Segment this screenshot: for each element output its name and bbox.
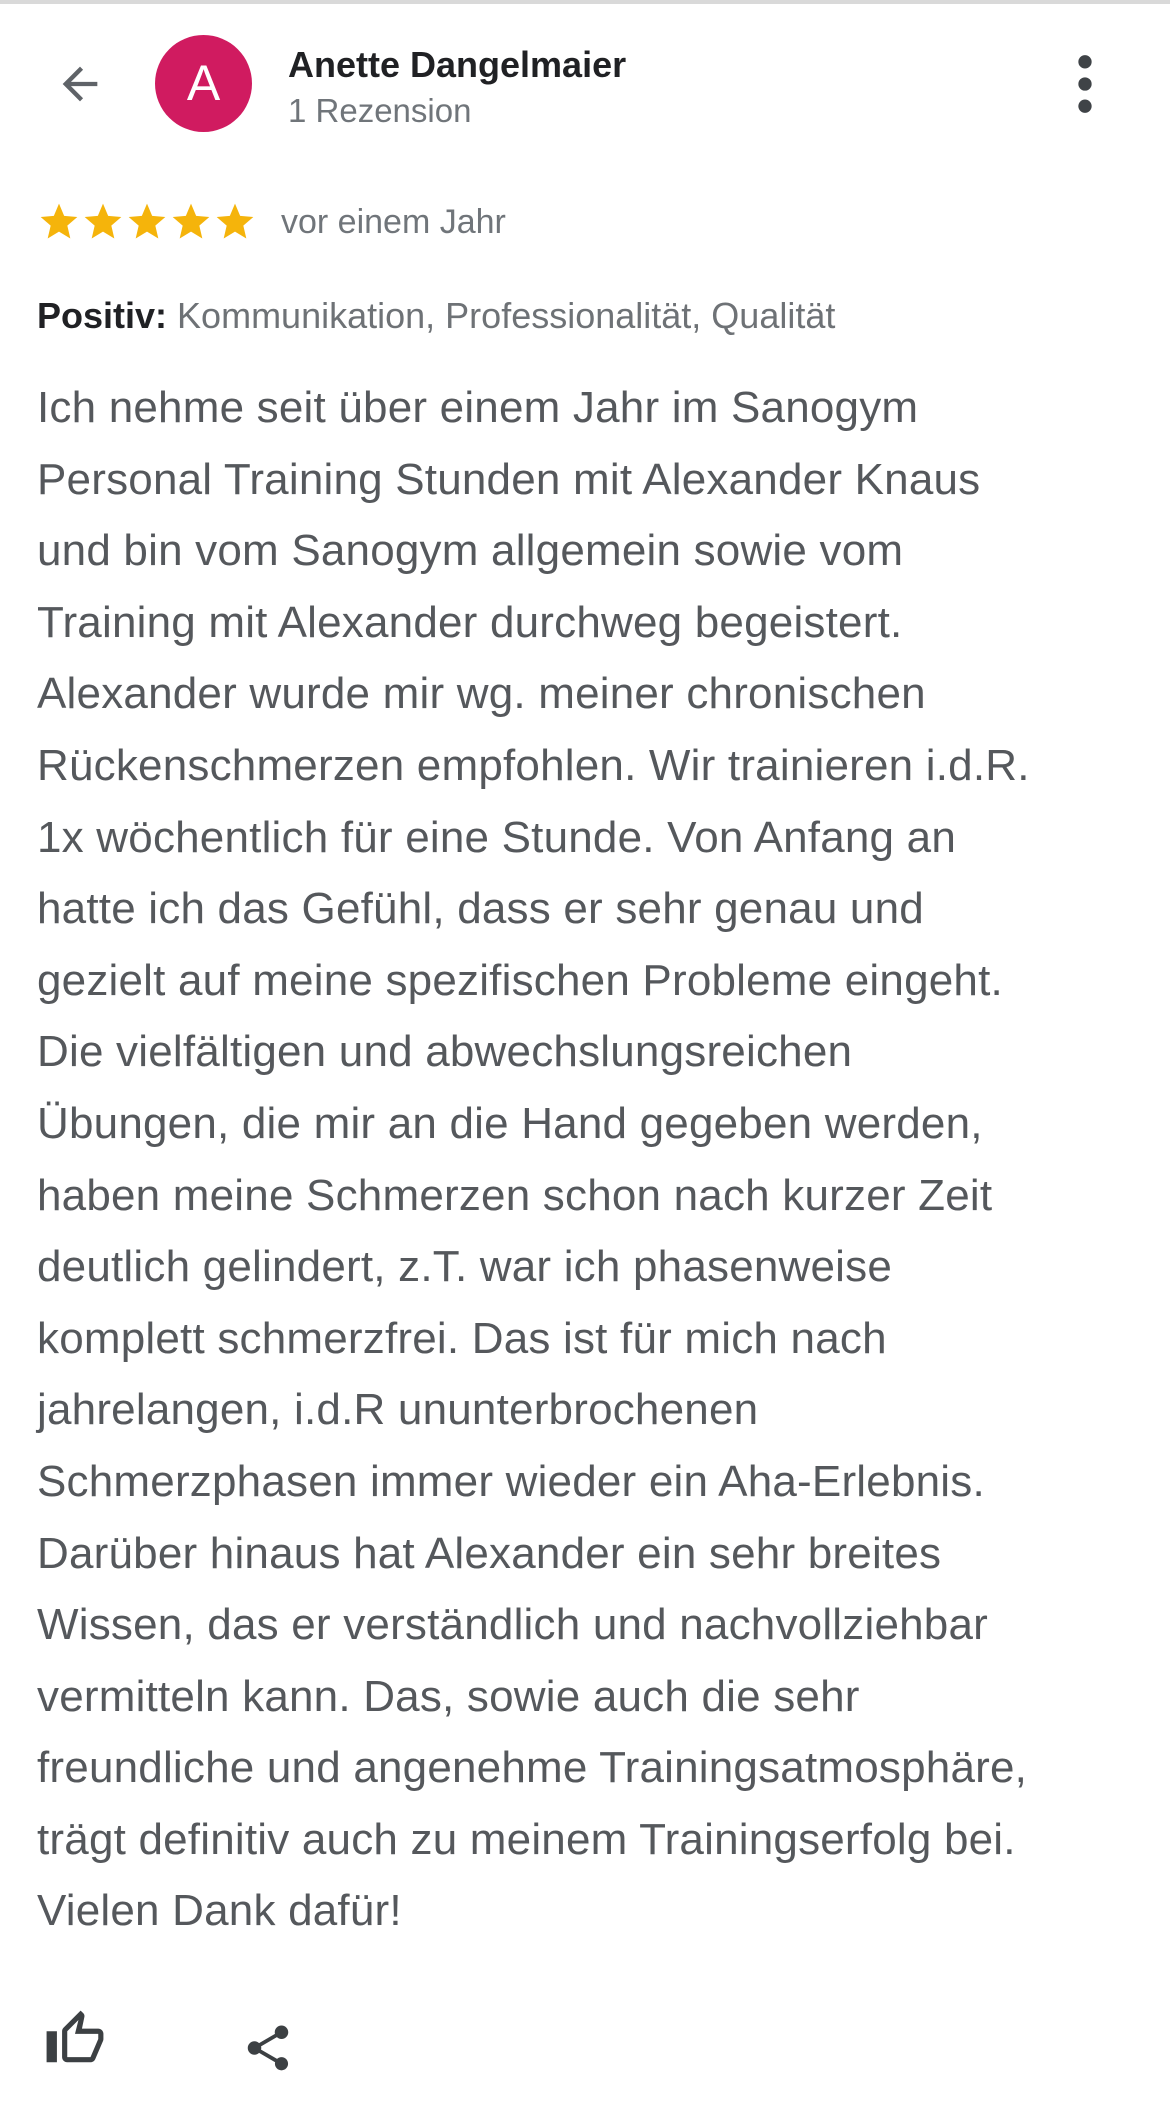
review-text-line: Training mit Alexander durchweg begeistert. xyxy=(37,597,903,647)
star-icon xyxy=(125,200,169,244)
review-text-line: Übungen, die mir an die Hand gegeben werden, xyxy=(37,1098,983,1148)
reviewer-name: Anette Dangelmaier xyxy=(288,44,627,85)
review-text-line: Wissen, das er verständlich und nachvollziehbar xyxy=(37,1600,988,1650)
review-tags xyxy=(37,293,835,339)
avatar-letter: A xyxy=(186,55,221,111)
review-text-line: jahrelangen, i.d.R ununterbrochenen xyxy=(37,1385,759,1435)
review-text-line: 1x wöchentlich für eine Stunde. Von Anfang an xyxy=(37,812,956,862)
review-text-line: Alexander wurde mir wg. meiner chronischen xyxy=(37,669,926,719)
thumb-up-icon xyxy=(44,2008,106,2070)
like-button[interactable] xyxy=(44,2008,106,2070)
review-text-line: Rückenschmerzen empfohlen. Wir trainieren i.d.R. xyxy=(37,740,1030,790)
tags-value: Kommunikation, Professionalität, Qualität xyxy=(177,295,836,336)
review-text-line: hatte ich das Gefühl, dass er sehr genau und xyxy=(37,884,924,934)
overflow-menu-button[interactable] xyxy=(1047,46,1123,122)
share-button[interactable] xyxy=(241,2021,295,2075)
review-text-line: Ich nehme seit über einem Jahr im Sanogym xyxy=(37,383,919,432)
review-text-line: und bin vom Sanogym allgemein sowie vom xyxy=(37,526,904,576)
review-text-line: deutlich gelindert, z.T. war ich phasenweise xyxy=(37,1242,893,1292)
review-text-line: freundliche und angenehme Trainingsatmosphäre, xyxy=(37,1743,1028,1793)
review-text-line: Die vielfältigen und abwechslungsreichen xyxy=(37,1027,853,1077)
top-divider xyxy=(0,0,1170,4)
arrow-back-icon xyxy=(54,58,106,110)
review-text-line: vermitteln kann. Das, sowie auch die sehr xyxy=(37,1671,860,1721)
star-icon xyxy=(37,200,81,244)
share-icon xyxy=(241,2021,295,2075)
review-text xyxy=(37,372,1147,1947)
reviewer-review-count: 1 Rezension xyxy=(288,92,472,129)
star-rating xyxy=(37,200,257,244)
more-vert-icon xyxy=(1047,46,1123,122)
star-icon xyxy=(169,200,213,244)
review-text-line: komplett schmerzfrei. Das ist für mich nach xyxy=(37,1313,887,1363)
review-text-line: haben meine Schmerzen schon nach kurzer Zeit xyxy=(37,1170,993,1220)
review-text-line: Darüber hinaus hat Alexander ein sehr breites xyxy=(37,1528,942,1578)
rating-row xyxy=(37,200,506,244)
back-button[interactable] xyxy=(54,58,106,110)
review-date: vor einem Jahr xyxy=(281,203,506,241)
review-text-line: Vielen Dank dafür! xyxy=(37,1886,402,1936)
review-text-line: Personal Training Stunden mit Alexander Knaus xyxy=(37,454,981,504)
avatar[interactable] xyxy=(155,35,252,132)
user-meta xyxy=(288,44,626,131)
review-text-line: gezielt auf meine spezifischen Probleme eingeht. xyxy=(37,955,1003,1005)
tags-label: Positiv: xyxy=(37,295,168,336)
review-text-line: Schmerzphasen immer wieder ein Aha-Erlebnis. xyxy=(37,1456,985,1506)
review-text-line: trägt definitiv auch zu meinem Trainingserfolg bei. xyxy=(37,1814,1016,1864)
star-icon xyxy=(81,200,125,244)
star-icon xyxy=(213,200,257,244)
